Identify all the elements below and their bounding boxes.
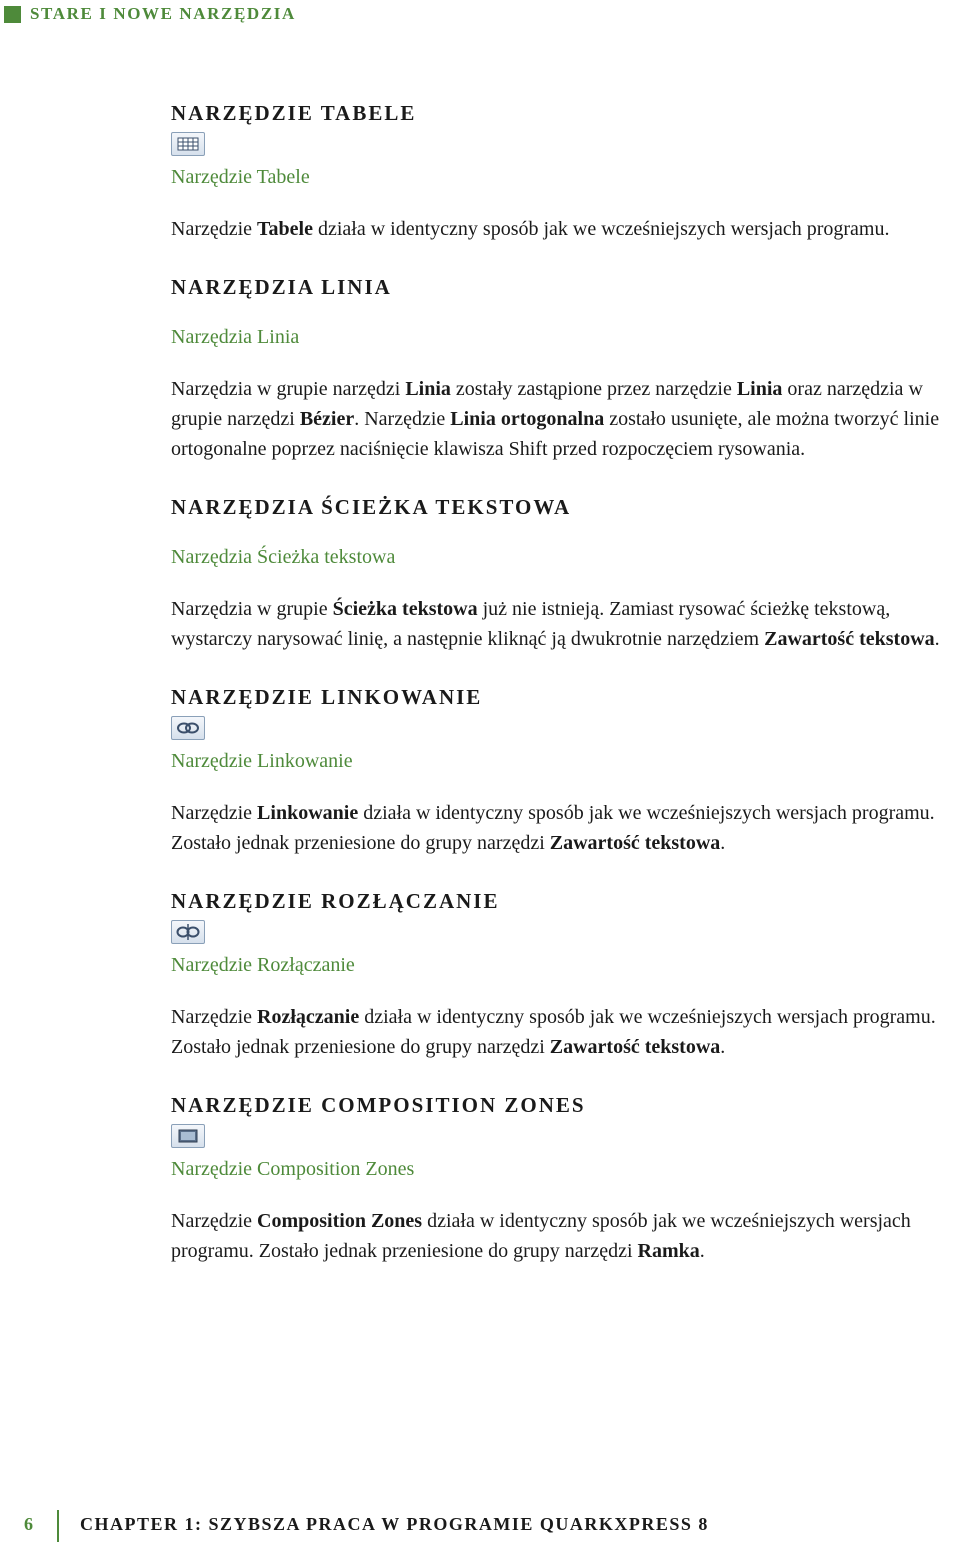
section-heading: NARZĘDZIE COMPOSITION ZONES bbox=[171, 1093, 586, 1117]
bold-term: Linia bbox=[405, 378, 451, 400]
body-text: działa w identyczny sposób jak we wcześniejszych wersjach programu. bbox=[312, 218, 890, 240]
body-text: Narzędzie bbox=[171, 1006, 258, 1028]
page-footer bbox=[0, 1506, 960, 1546]
section bbox=[171, 680, 960, 858]
bold-term: Linia ortogonalna bbox=[450, 408, 605, 430]
bold-term: Linia bbox=[736, 378, 783, 400]
body-text: już nie istnieją. Zamiast rysować ścieżkę tekstową, wystarczy narysować linię, a następnie kliknąć ją dwukrotnie narzędziem bbox=[171, 598, 891, 650]
body-text: zostały zastąpione przez narzędzie bbox=[450, 378, 737, 400]
section bbox=[171, 490, 960, 654]
section-body bbox=[171, 798, 960, 858]
body-text: Narzędzia w grupie narzędzi bbox=[171, 378, 406, 400]
section-heading: NARZĘDZIE ROZŁĄCZANIE bbox=[171, 889, 500, 913]
section-body bbox=[171, 214, 960, 244]
body-text: Narzędzia w grupie bbox=[171, 598, 333, 620]
section-body bbox=[171, 374, 960, 464]
icon-caption: Narzędzie Composition Zones bbox=[171, 1158, 415, 1180]
bold-term: Rozłączanie bbox=[257, 1006, 360, 1028]
bold-term: Linkowanie bbox=[257, 802, 359, 824]
body-text: . bbox=[934, 628, 940, 650]
unlink-icon bbox=[171, 920, 205, 944]
chapter-title: CHAPTER 1: SZYBSZA PRACA W PROGRAMIE QUARKXPRESS 8 bbox=[80, 1514, 709, 1534]
section-body bbox=[171, 1206, 960, 1266]
body-text: . Narzędzie bbox=[354, 408, 451, 430]
section-heading: NARZĘDZIE LINKOWANIE bbox=[171, 685, 483, 709]
section bbox=[171, 96, 960, 244]
link-icon bbox=[171, 716, 205, 740]
section-body bbox=[171, 594, 960, 654]
section bbox=[171, 884, 960, 1062]
bold-term: Zawartość tekstowa bbox=[764, 628, 935, 650]
body-text: oraz narzędzia w grupie narzędzi bbox=[171, 378, 923, 430]
icon-caption: Narzędzie Rozłączanie bbox=[171, 954, 355, 976]
icon-caption: Narzędzia Linia bbox=[171, 326, 300, 348]
body-text: Narzędzie bbox=[171, 1210, 258, 1232]
section-heading: NARZĘDZIE TABELE bbox=[171, 101, 417, 125]
section bbox=[171, 1088, 960, 1266]
composition-zones-icon bbox=[171, 1124, 205, 1148]
bold-term: Tabele bbox=[257, 218, 313, 240]
footer-divider bbox=[57, 1510, 59, 1542]
body-text: Narzędzie bbox=[171, 802, 258, 824]
icon-caption: Narzędzie Tabele bbox=[171, 166, 310, 188]
bold-term: Zawartość tekstowa bbox=[549, 832, 721, 854]
body-text: . bbox=[699, 1240, 705, 1262]
table-icon bbox=[171, 132, 205, 156]
page-content bbox=[171, 96, 960, 1292]
body-text: zostało usunięte, ale można tworzyć linie ortogonalne poprzez naciśnięcie klawisza Shift przed rozpoczęciem rysowania. bbox=[171, 408, 940, 460]
bold-term: Composition Zones bbox=[257, 1210, 423, 1232]
section-body bbox=[171, 1002, 960, 1062]
body-text: działa w identyczny sposób jak we wcześniejszych wersjach programu. Zostało jednak przeniesione do grupy narzędzi bbox=[171, 1210, 911, 1262]
icon-caption: Narzędzia Ścieżka tekstowa bbox=[171, 546, 396, 568]
bold-term: Bézier bbox=[299, 408, 355, 430]
section bbox=[171, 270, 960, 464]
running-title: STARE I NOWE NARZĘDZIA bbox=[30, 4, 296, 23]
bold-term: Ścieżka tekstowa bbox=[332, 598, 478, 620]
bold-term: Zawartość tekstowa bbox=[549, 1036, 721, 1058]
body-text: . bbox=[720, 832, 726, 854]
body-text: działa w identyczny sposób jak we wcześniejszych wersjach programu. Zostało jednak przeniesione do grupy narzędzi bbox=[171, 802, 935, 854]
body-text: . bbox=[720, 1036, 726, 1058]
running-header bbox=[4, 3, 296, 25]
section-heading: NARZĘDZIA ŚCIEŻKA TEKSTOWA bbox=[171, 495, 572, 519]
page-number: 6 bbox=[24, 1514, 33, 1534]
body-text: działa w identyczny sposób jak we wcześniejszych wersjach programu. Zostało jednak przeniesione do grupy narzędzi bbox=[171, 1006, 936, 1058]
icon-caption: Narzędzie Linkowanie bbox=[171, 750, 353, 772]
header-marker bbox=[4, 6, 21, 23]
body-text: Narzędzie bbox=[171, 218, 258, 240]
section-heading: NARZĘDZIA LINIA bbox=[171, 275, 392, 299]
bold-term: Ramka bbox=[637, 1240, 700, 1262]
